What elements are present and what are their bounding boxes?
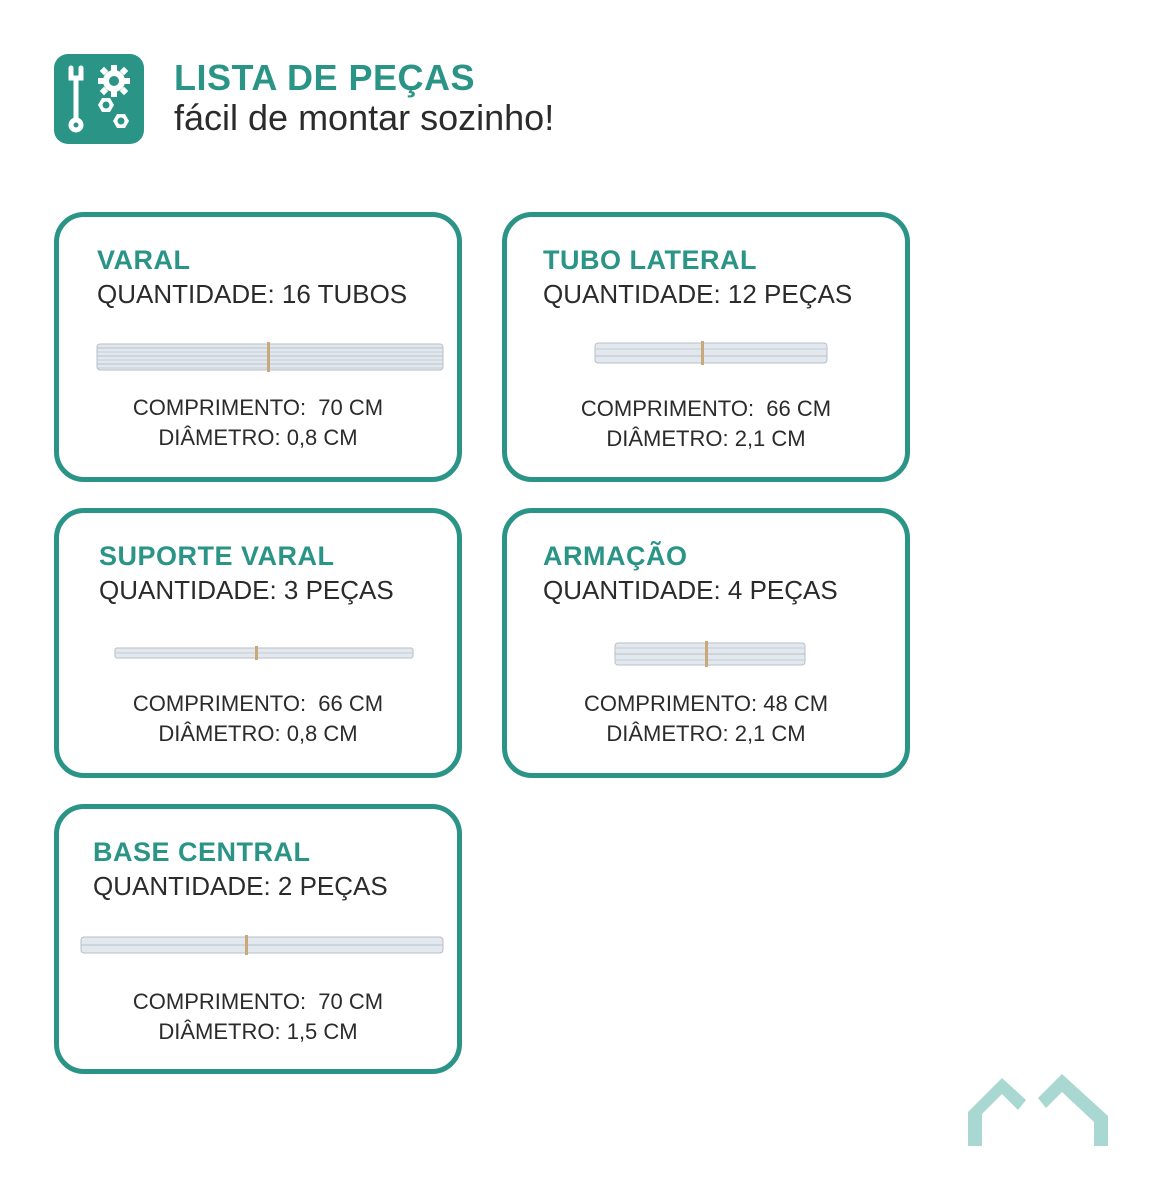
part-card-suporte-varal: [54, 508, 462, 778]
part-length: COMPRIMENTO: 70 CM: [132, 989, 384, 1014]
part-card-armacao: [502, 508, 910, 778]
part-quantity: QUANTIDADE: 16 TUBOS: [97, 279, 408, 309]
part-length: COMPRIMENTO: 66 CM: [132, 691, 384, 716]
tube-bundle-image: [113, 644, 415, 662]
part-length: COMPRIMENTO: 48 CM: [583, 691, 829, 716]
part-quantity: QUANTIDADE: 4 PEÇAS: [543, 575, 838, 605]
part-name: ARMAÇÃO: [543, 541, 688, 571]
part-diameter: DIÂMETRO: 0,8 CM: [158, 721, 358, 746]
part-diameter: DIÂMETRO: 0,8 CM: [158, 425, 358, 450]
part-card-base-central: [54, 804, 462, 1074]
part-quantity: QUANTIDADE: 12 PEÇAS: [543, 279, 853, 309]
part-card-varal: [54, 212, 462, 482]
part-quantity: QUANTIDADE: 3 PEÇAS: [99, 575, 394, 605]
tube-bundle-image: [593, 339, 829, 367]
part-diameter: DIÂMETRO: 1,5 CM: [158, 1019, 358, 1044]
part-card-tubo-lateral: [502, 212, 910, 482]
part-diameter: DIÂMETRO: 2,1 CM: [606, 426, 806, 451]
tube-bundle-image: [95, 339, 445, 375]
part-name: VARAL: [97, 245, 191, 275]
part-length: COMPRIMENTO: 66 CM: [580, 396, 832, 421]
page-subtitle: fácil de montar sozinho!: [174, 97, 555, 138]
part-diameter: DIÂMETRO: 2,1 CM: [606, 721, 806, 746]
tube-bundle-image: [79, 933, 445, 957]
page-title: LISTA DE PEÇAS: [174, 57, 476, 98]
tools-gears-icon: [54, 54, 144, 144]
part-quantity: QUANTIDADE: 2 PEÇAS: [93, 871, 388, 901]
part-name: SUPORTE VARAL: [99, 541, 335, 571]
part-name: BASE CENTRAL: [93, 837, 311, 867]
part-length: COMPRIMENTO: 70 CM: [132, 395, 384, 420]
house-logo-icon: [966, 1072, 1110, 1148]
part-name: TUBO LATERAL: [543, 245, 757, 275]
tube-bundle-image: [613, 639, 807, 669]
